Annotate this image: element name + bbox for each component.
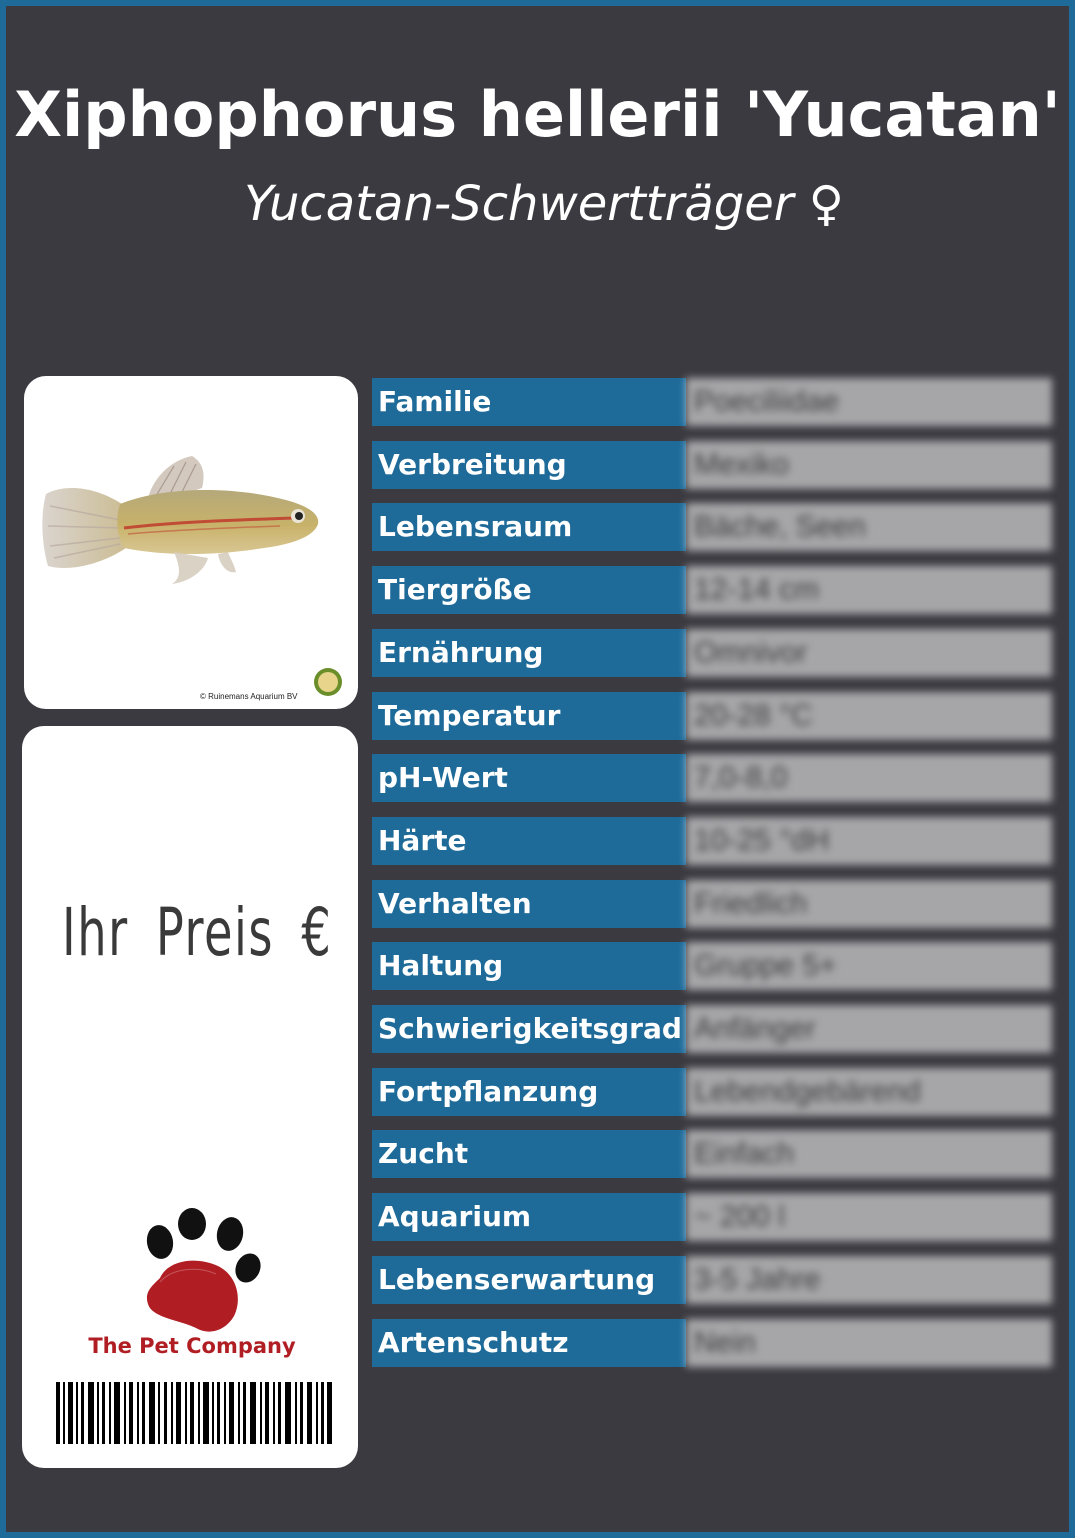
attribute-row <box>372 503 1054 551</box>
attribute-value: Gruppe 5+ <box>686 942 1052 990</box>
attribute-value: 7,0-8,0 <box>686 754 1052 802</box>
attribute-row <box>372 441 1054 489</box>
attribute-label: Fortpflanzung <box>372 1068 686 1116</box>
attribute-row <box>372 378 1054 426</box>
attribute-value: Mexiko <box>686 441 1052 489</box>
attribute-label: pH-Wert <box>372 754 686 802</box>
common-name-subtitle: Yucatan-Schwertträger ♀ <box>244 176 844 232</box>
attribute-label: Temperatur <box>372 692 686 740</box>
attribute-label: Haltung <box>372 942 686 990</box>
price-card <box>22 726 358 1468</box>
attribute-value: Bäche, Seen <box>686 503 1052 551</box>
attribute-label: Verbreitung <box>372 441 686 489</box>
attribute-row <box>372 1130 1054 1178</box>
attribute-value: 12-14 cm <box>686 566 1052 614</box>
attribute-row <box>372 1256 1054 1304</box>
attribute-label: Zucht <box>372 1130 686 1178</box>
price-label: Ihr Preis € <box>62 894 333 971</box>
attribute-value: Friedlich <box>686 880 1052 928</box>
fish-photo <box>24 376 358 709</box>
attribute-row <box>372 1319 1054 1367</box>
attribute-row <box>372 1068 1054 1116</box>
attribute-row <box>372 1005 1054 1053</box>
attribute-row <box>372 629 1054 677</box>
attribute-row <box>372 566 1054 614</box>
ra-logo-icon <box>314 668 342 696</box>
attribute-value: ~ 200 l <box>686 1193 1052 1241</box>
brand-name: The Pet Company <box>88 1334 296 1358</box>
attribute-label: Tiergröße <box>372 566 686 614</box>
attribute-row <box>372 817 1054 865</box>
attribute-row <box>372 692 1054 740</box>
attribute-value: 10-25 °dH <box>686 817 1052 865</box>
attribute-label: Verhalten <box>372 880 686 928</box>
attribute-value: Omnivor <box>686 629 1052 677</box>
attribute-value: Poeciliidae <box>686 378 1052 426</box>
attribute-row <box>372 754 1054 802</box>
paw-logo-icon <box>138 1208 268 1340</box>
attribute-value: Lebendgebärend <box>686 1068 1052 1116</box>
attribute-row <box>372 1193 1054 1241</box>
attribute-label: Schwierigkeitsgrad <box>372 1005 686 1053</box>
attribute-label: Härte <box>372 817 686 865</box>
attribute-label: Ernährung <box>372 629 686 677</box>
attribute-value: 20-28 °C <box>686 692 1052 740</box>
attribute-label: Lebenserwartung <box>372 1256 686 1304</box>
attribute-row <box>372 942 1054 990</box>
attribute-label: Aquarium <box>372 1193 686 1241</box>
fish-photo-card <box>24 376 358 709</box>
barcode <box>56 1382 332 1444</box>
attribute-row <box>372 880 1054 928</box>
attribute-label: Familie <box>372 378 686 426</box>
attribute-label: Lebensraum <box>372 503 686 551</box>
photo-credit: © Ruinemans Aquarium BV <box>200 692 298 701</box>
attribute-value: Nein <box>686 1319 1052 1367</box>
attribute-label: Artenschutz <box>372 1319 686 1367</box>
attribute-value: 3-5 Jahre <box>686 1256 1052 1304</box>
scientific-name-title: Xiphophorus hellerii 'Yucatan' <box>14 78 1061 151</box>
attribute-value: Anfänger <box>686 1005 1052 1053</box>
attribute-value: Einfach <box>686 1130 1052 1178</box>
